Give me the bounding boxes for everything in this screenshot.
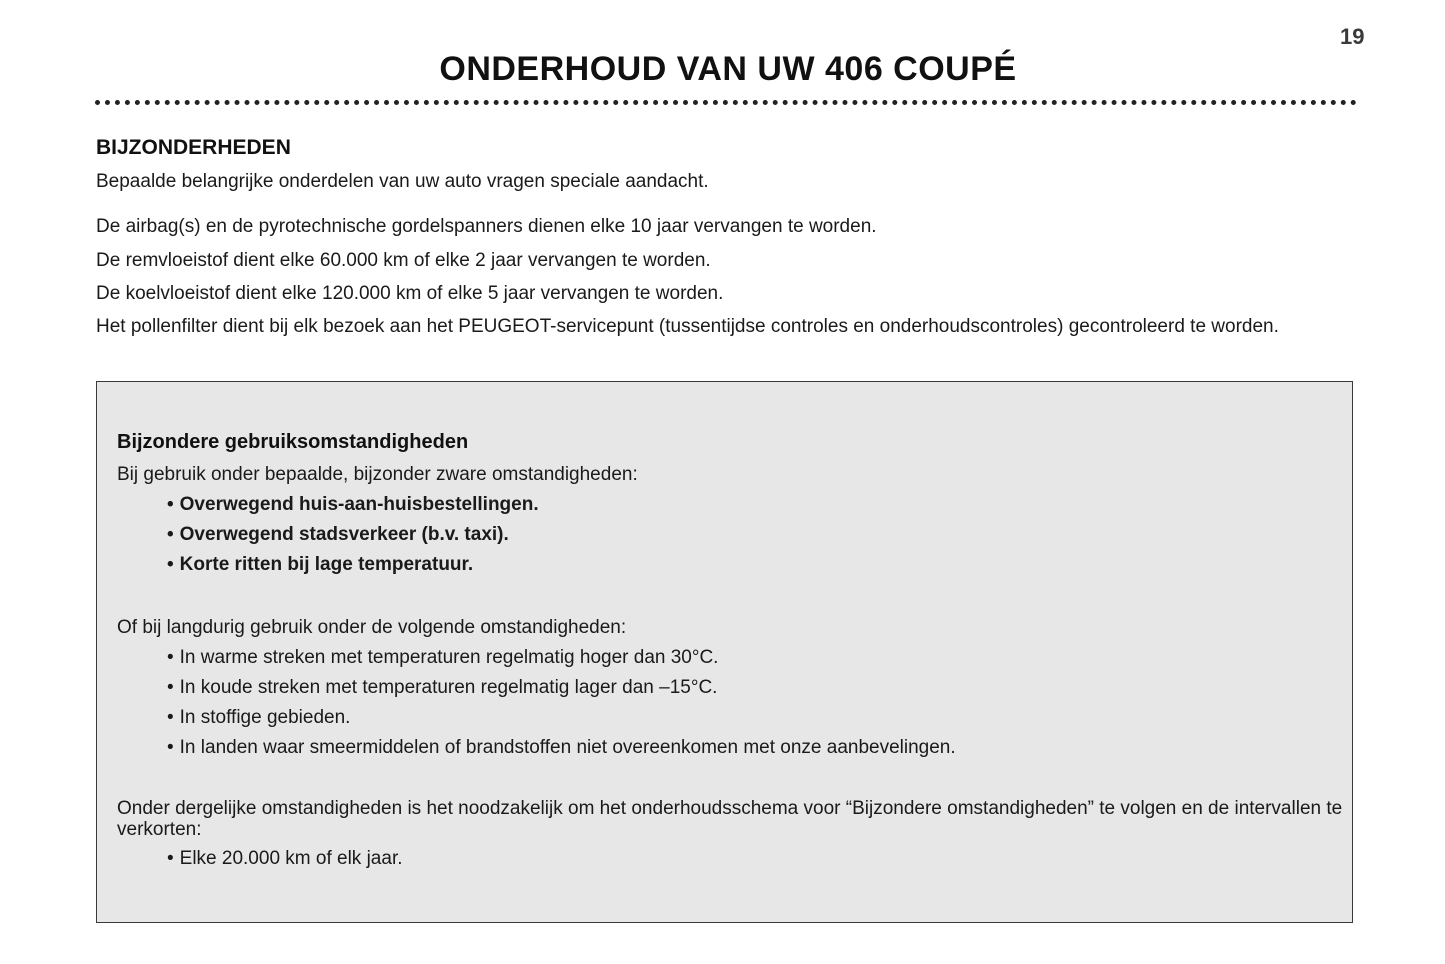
heavy-use-list	[167, 490, 539, 580]
special-conditions-box	[96, 381, 1353, 923]
list-item: • Overwegend stadsverkeer (b.v. taxi).	[167, 520, 539, 550]
paragraph-brake-fluid: De remvloeistof dient elke 60.000 km of elke 2 jaar vervangen te worden.	[96, 250, 711, 271]
paragraph-airbag: De airbag(s) en de pyrotechnische gordelspanners dienen elke 10 jaar vervangen te worden.	[96, 216, 877, 237]
long-use-list	[167, 643, 956, 763]
box-heading: Bijzondere gebruiksomstandigheden	[117, 431, 469, 453]
box-intro-long-use: Of bij langdurig gebruik onder de volgende omstandigheden:	[117, 617, 627, 638]
dotted-divider	[95, 100, 1357, 105]
box-intro-schedule: Onder dergelijke omstandigheden is het noodzakelijk om het onderhoudsschema voor “Bijzondere omstandigheden” te volgen en de intervallen te verkorten:	[117, 798, 1343, 840]
list-item: • Elke 20.000 km of elk jaar.	[167, 844, 403, 874]
schedule-list	[167, 844, 403, 874]
section-heading: BIJZONDERHEDEN	[96, 136, 291, 159]
list-item: • In landen waar smeermiddelen of brandstoffen niet overeenkomen met onze aanbevelingen.	[167, 733, 956, 763]
paragraph-coolant: De koelvloeistof dient elke 120.000 km of elke 5 jaar vervangen te worden.	[96, 283, 724, 304]
list-item: • In koude streken met temperaturen regelmatig lager dan –15°C.	[167, 673, 956, 703]
page-title: ONDERHOUD VAN UW 406 COUPÉ	[439, 50, 1017, 88]
box-intro-heavy-use: Bij gebruik onder bepaalde, bijzonder zware omstandigheden:	[117, 464, 638, 485]
list-item: • Korte ritten bij lage temperatuur.	[167, 550, 539, 580]
paragraph-pollen-filter: Het pollenfilter dient bij elk bezoek aan het PEUGEOT-servicepunt (tussentijdse controles en onderhoudscontroles) gecontroleerd te worden.	[96, 316, 1279, 337]
list-item: • In stoffige gebieden.	[167, 703, 956, 733]
list-item: • Overwegend huis-aan-huisbestellingen.	[167, 490, 539, 520]
page-number: 19	[1340, 24, 1365, 49]
list-item: • In warme streken met temperaturen regelmatig hoger dan 30°C.	[167, 643, 956, 673]
section-intro: Bepaalde belangrijke onderdelen van uw auto vragen speciale aandacht.	[96, 171, 709, 192]
